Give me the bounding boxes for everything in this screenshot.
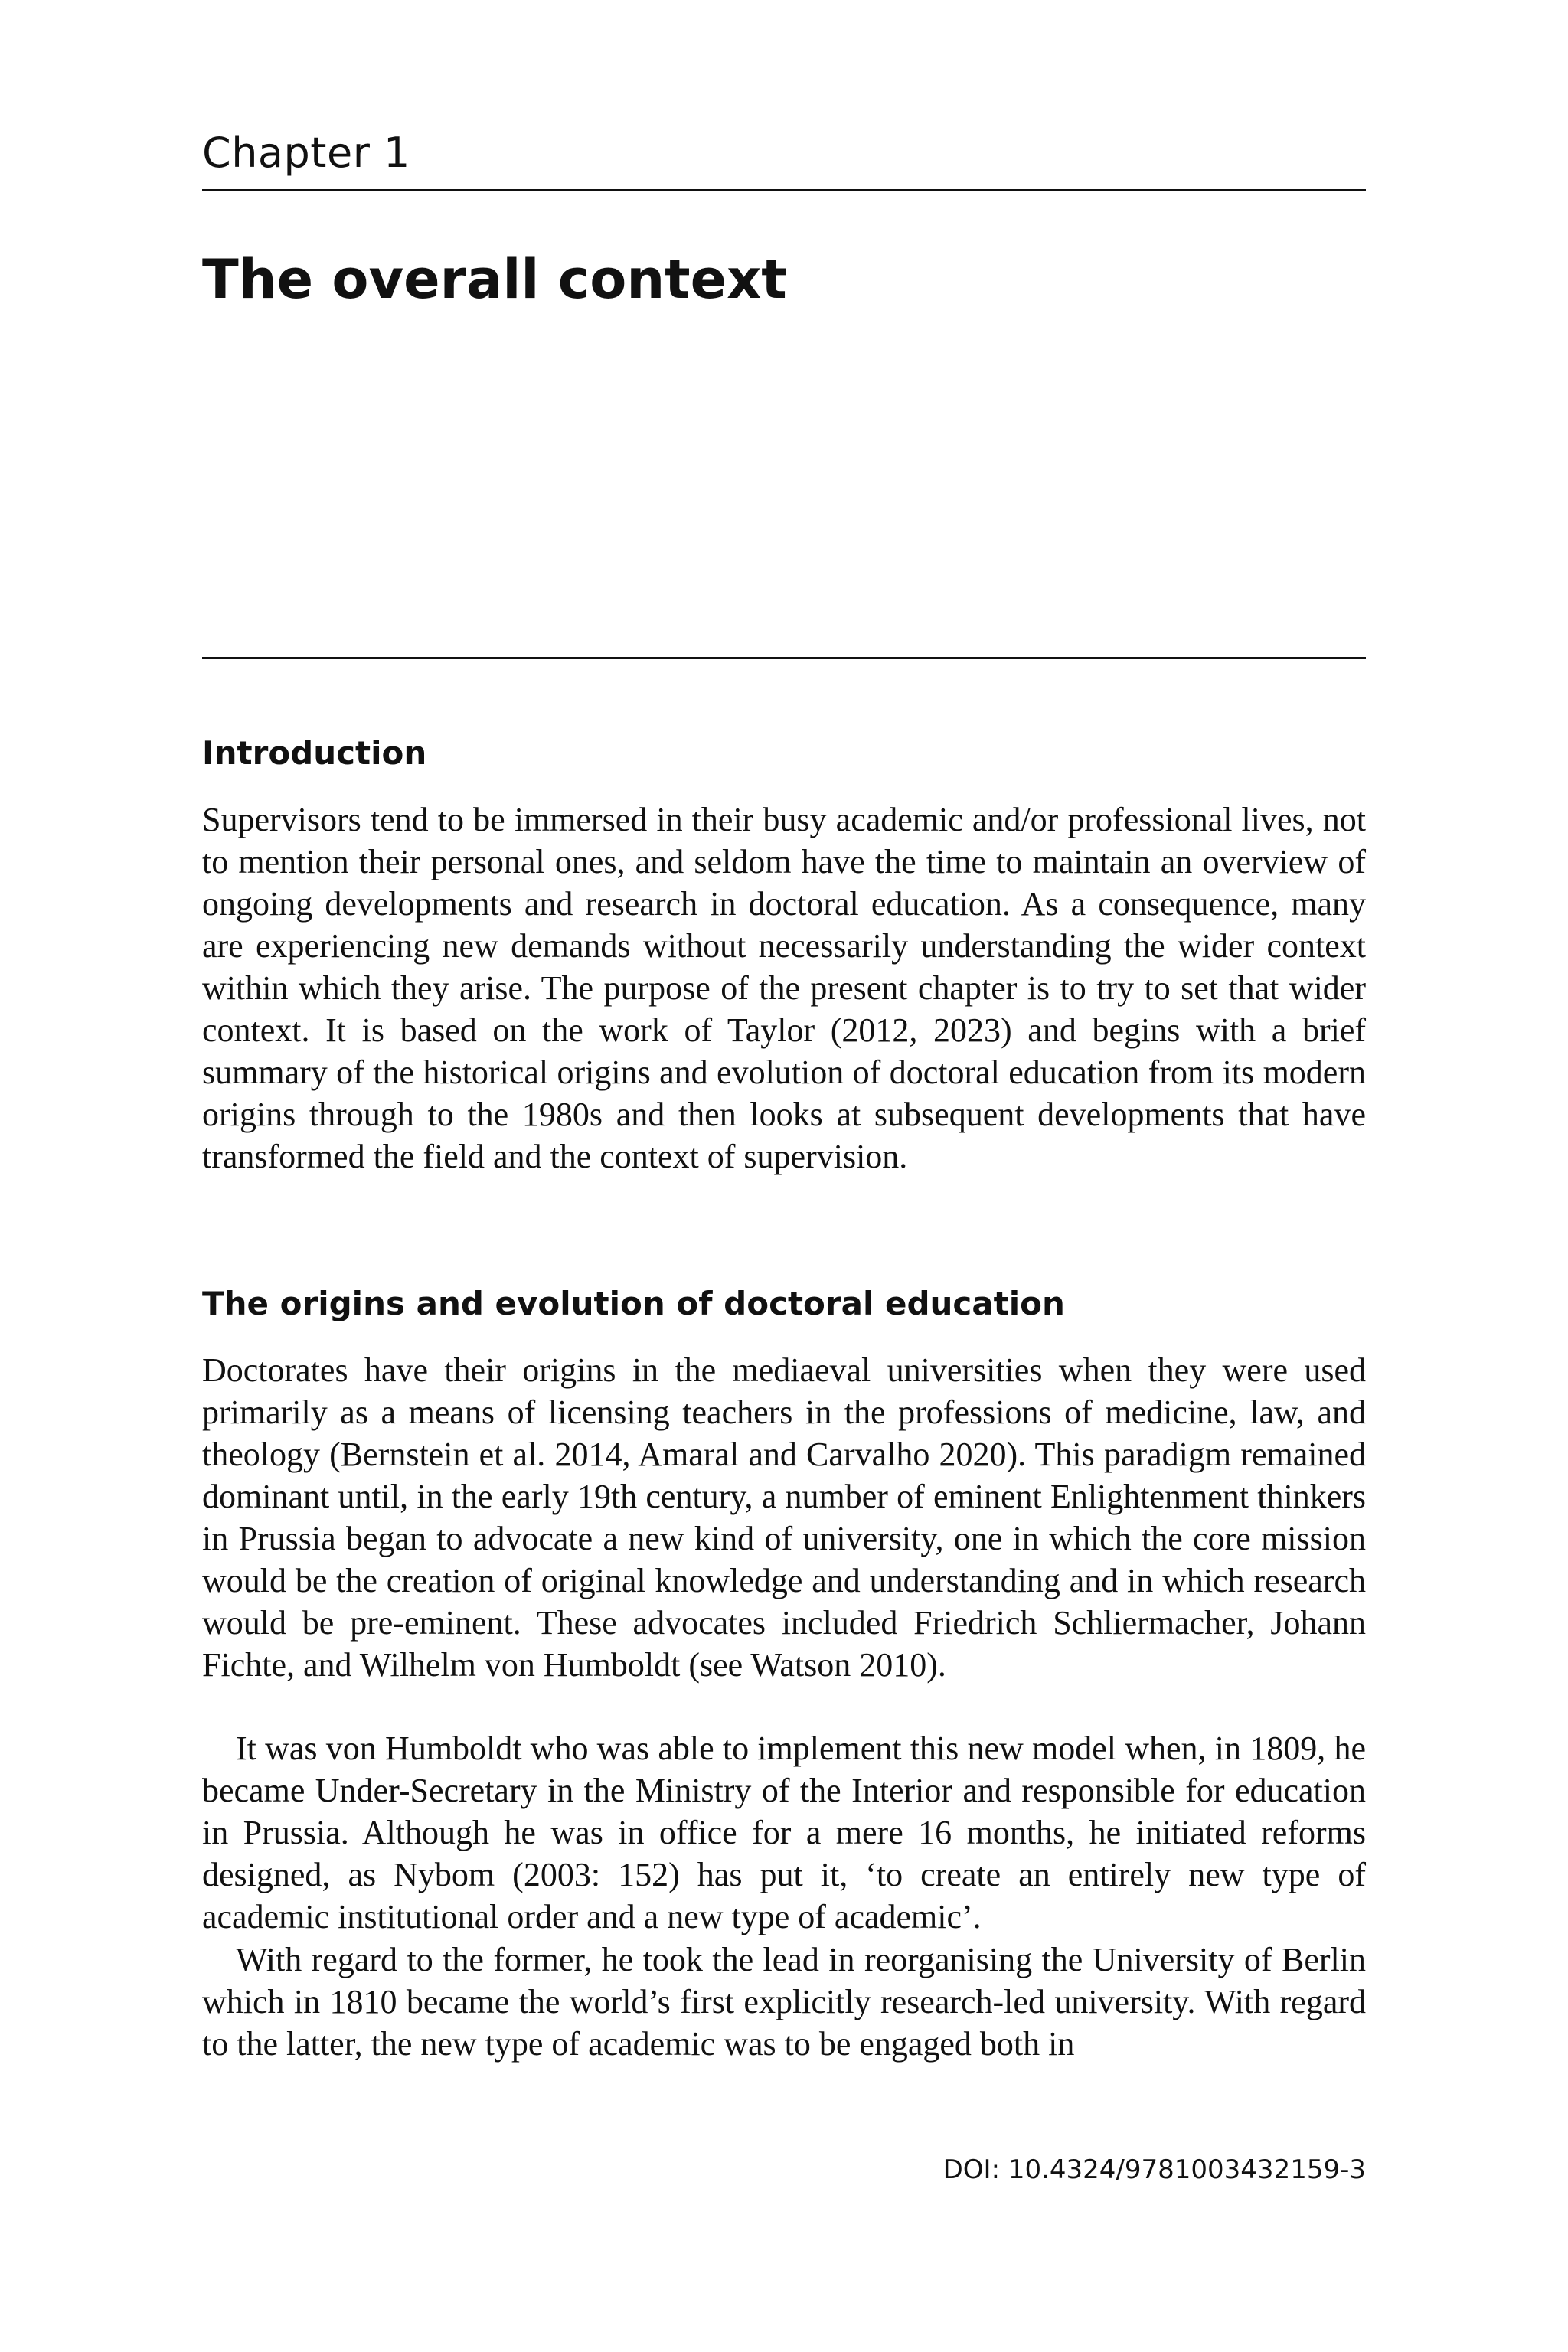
chapter-top-rule bbox=[202, 189, 1366, 191]
chapter-title: The overall context bbox=[202, 248, 787, 311]
paragraph-origins-2: It was von Humboldt who was able to implement this new model when, in 1809, he became Under-Secretary in the Ministry of the Interior and responsible for education in Prussia. Although he was in office for a mere 16 months, he initiated reforms designed, as Nybom (2003: 152) has put it, ‘to create an entirely new type of academic institutional order and a new type of academic’. bbox=[202, 1730, 1366, 1936]
chapter-label: Chapter 1 bbox=[202, 129, 410, 177]
paragraph-introduction: Supervisors tend to be immersed in their busy academic and/or professional lives, not to mention their personal ones, and seldom have the time to maintain an overview of ongoing developments and research in doctoral education. As a consequence, many are experiencing new demands without necessarily understanding the wider context within which they arise. The purpose of the present chapter is to try to set that wider context. It is based on the work of Taylor (2012, 2023) and begins with a brief summary of the historical origins and evolution of doctoral education from its modern origins through to the 1980s and then looks at subsequent developments that have transformed the field and the context of supervision. bbox=[202, 801, 1366, 1175]
chapter-bottom-rule bbox=[202, 657, 1366, 659]
book-page bbox=[202, 0, 1366, 2352]
section-heading-introduction: Introduction bbox=[202, 734, 427, 772]
paragraph-origins-3: With regard to the former, he took the lead in reorganising the University of Berlin which in 1810 became the world’s first explicitly research-led university. With regard to the latter, the new type of academic was to be engaged both in bbox=[202, 1941, 1366, 2063]
paragraph-origins-1: Doctorates have their origins in the mediaeval universities when they were used primarily as a means of licensing teachers in the professions of medicine, law, and theology (Bernstein et al. 2014, Amaral and Carvalho 2020). This paradigm remained dominant until, in the early 19th century, a number of eminent Enlightenment thinkers in Prussia began to advocate a new kind of university, one in which the core mission would be the creation of original knowledge and understanding and in which research would be pre-eminent. These advocates included Friedrich Schliermacher, Johann Fichte, and Wilhelm von Humboldt (see Watson 2010). bbox=[202, 1351, 1366, 1684]
doi-footer: DOI: 10.4324/9781003432159-3 bbox=[942, 2154, 1366, 2185]
section-heading-origins: The origins and evolution of doctoral education bbox=[202, 1285, 1065, 1322]
